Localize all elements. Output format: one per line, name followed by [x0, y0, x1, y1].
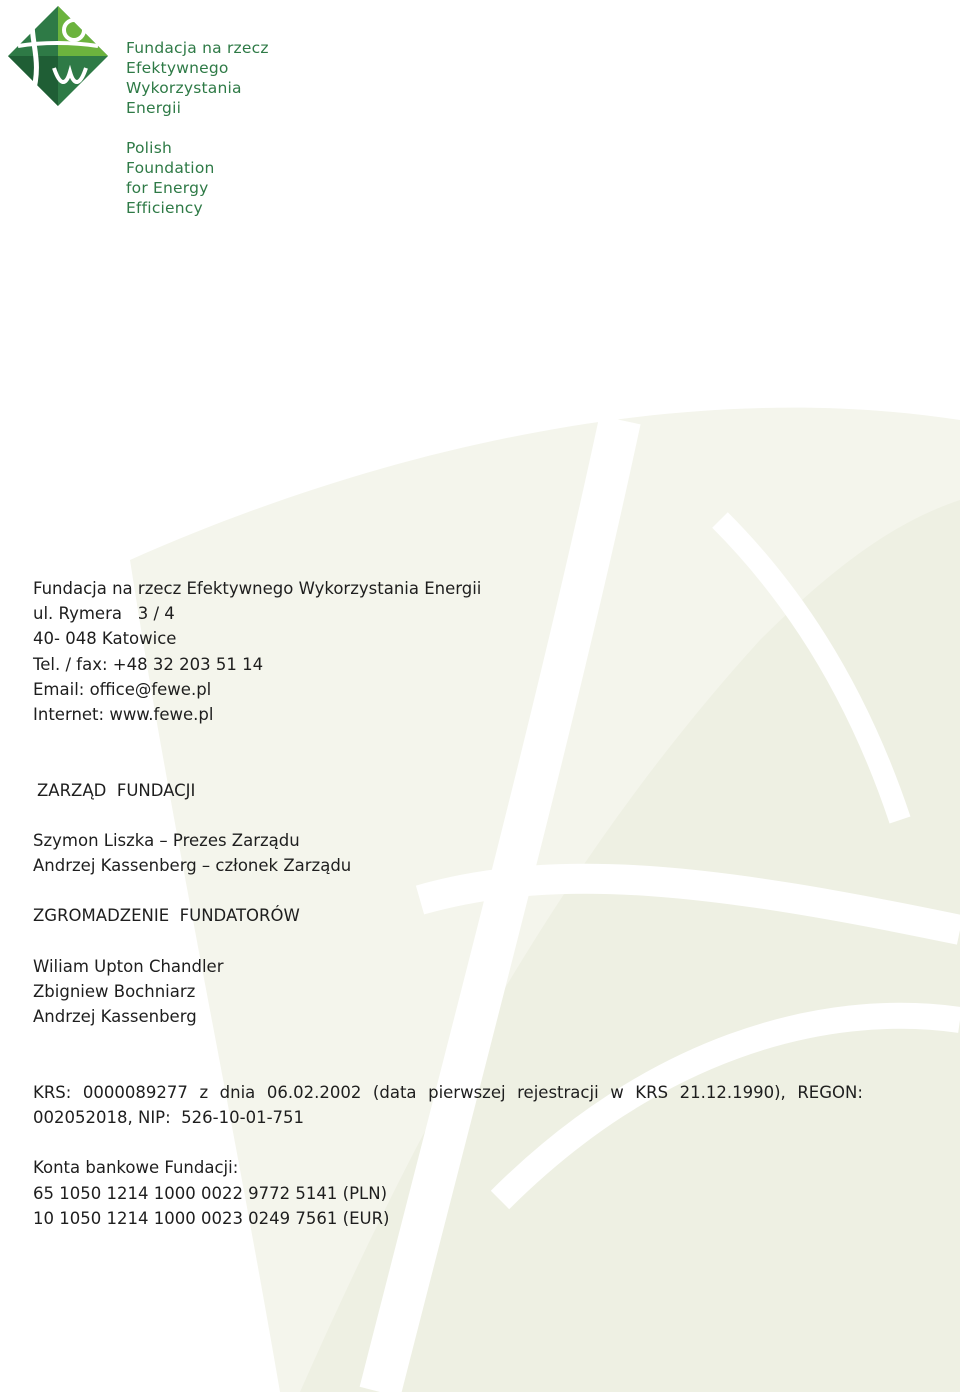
registration-word: KRS — [635, 1082, 669, 1102]
founder-member: Wiliam Upton Chandler — [33, 956, 224, 976]
board-member: Szymon Liszka – Prezes Zarządu — [33, 830, 300, 850]
registration-word: w — [610, 1082, 624, 1102]
org-name-en-line: Efficiency — [126, 199, 203, 217]
board-member: Andrzej Kassenberg – członek Zarządu — [33, 856, 352, 876]
fewe-logo-icon — [2, 2, 114, 114]
registration-word: 21.12.1990), — [679, 1082, 786, 1102]
registration-word: REGON: — [797, 1082, 863, 1102]
founder-member: Zbigniew Bochniarz — [33, 982, 196, 1001]
bank-account: 65 1050 1214 1000 0022 9772 5141 (PLN) — [33, 1183, 388, 1203]
bank-heading: Konta bankowe Fundacji: — [33, 1158, 239, 1178]
org-name-pl-line: Wykorzystania — [126, 79, 242, 97]
org-name-pl-line: Fundacja na rzecz — [126, 39, 269, 57]
org-name-english — [126, 138, 215, 218]
registration-word: rejestracji — [517, 1082, 599, 1102]
registration-word: dnia — [219, 1082, 256, 1102]
registration-word: KRS: — [33, 1082, 72, 1102]
org-name-pl-line: Efektywnego — [126, 59, 229, 77]
document-body — [33, 576, 893, 1231]
registration-word: (data — [372, 1082, 417, 1102]
email-link[interactable]: Email: office@fewe.pl — [33, 679, 212, 699]
board-heading: ZARZĄD FUNDACJI — [37, 780, 196, 800]
org-name-en-line: Polish — [126, 139, 172, 157]
bank-account: 10 1050 1214 1000 0023 0249 7561 (EUR) — [33, 1208, 390, 1228]
org-name-en-line: Foundation — [126, 159, 215, 177]
registration-word: pierwszej — [428, 1082, 506, 1102]
founder-member: Andrzej Kassenberg — [33, 1007, 197, 1027]
founders-heading: ZGROMADZENIE FUNDATORÓW — [33, 906, 300, 926]
registration-line-1 — [33, 1080, 863, 1105]
registration-line-2: 002052018, NIP: 526-10-01-751 — [33, 1107, 305, 1127]
org-name-pl-line: Energii — [126, 99, 182, 117]
org-name-en-line: for Energy — [126, 179, 209, 197]
address-name: Fundacja na rzecz Efektywnego Wykorzystania Energii — [33, 579, 482, 598]
registration-word: 0000089277 — [82, 1082, 188, 1102]
address-phone: Tel. / fax: +48 32 203 51 14 — [33, 654, 264, 674]
registration-word: 06.02.2002 — [266, 1082, 362, 1102]
registration-word: z — [199, 1082, 209, 1102]
website-link[interactable]: Internet: www.fewe.pl — [33, 704, 214, 724]
address-city: 40- 048 Katowice — [33, 629, 177, 649]
org-name-polish — [126, 38, 269, 118]
address-street: ul. Rymera 3 / 4 — [33, 604, 175, 624]
